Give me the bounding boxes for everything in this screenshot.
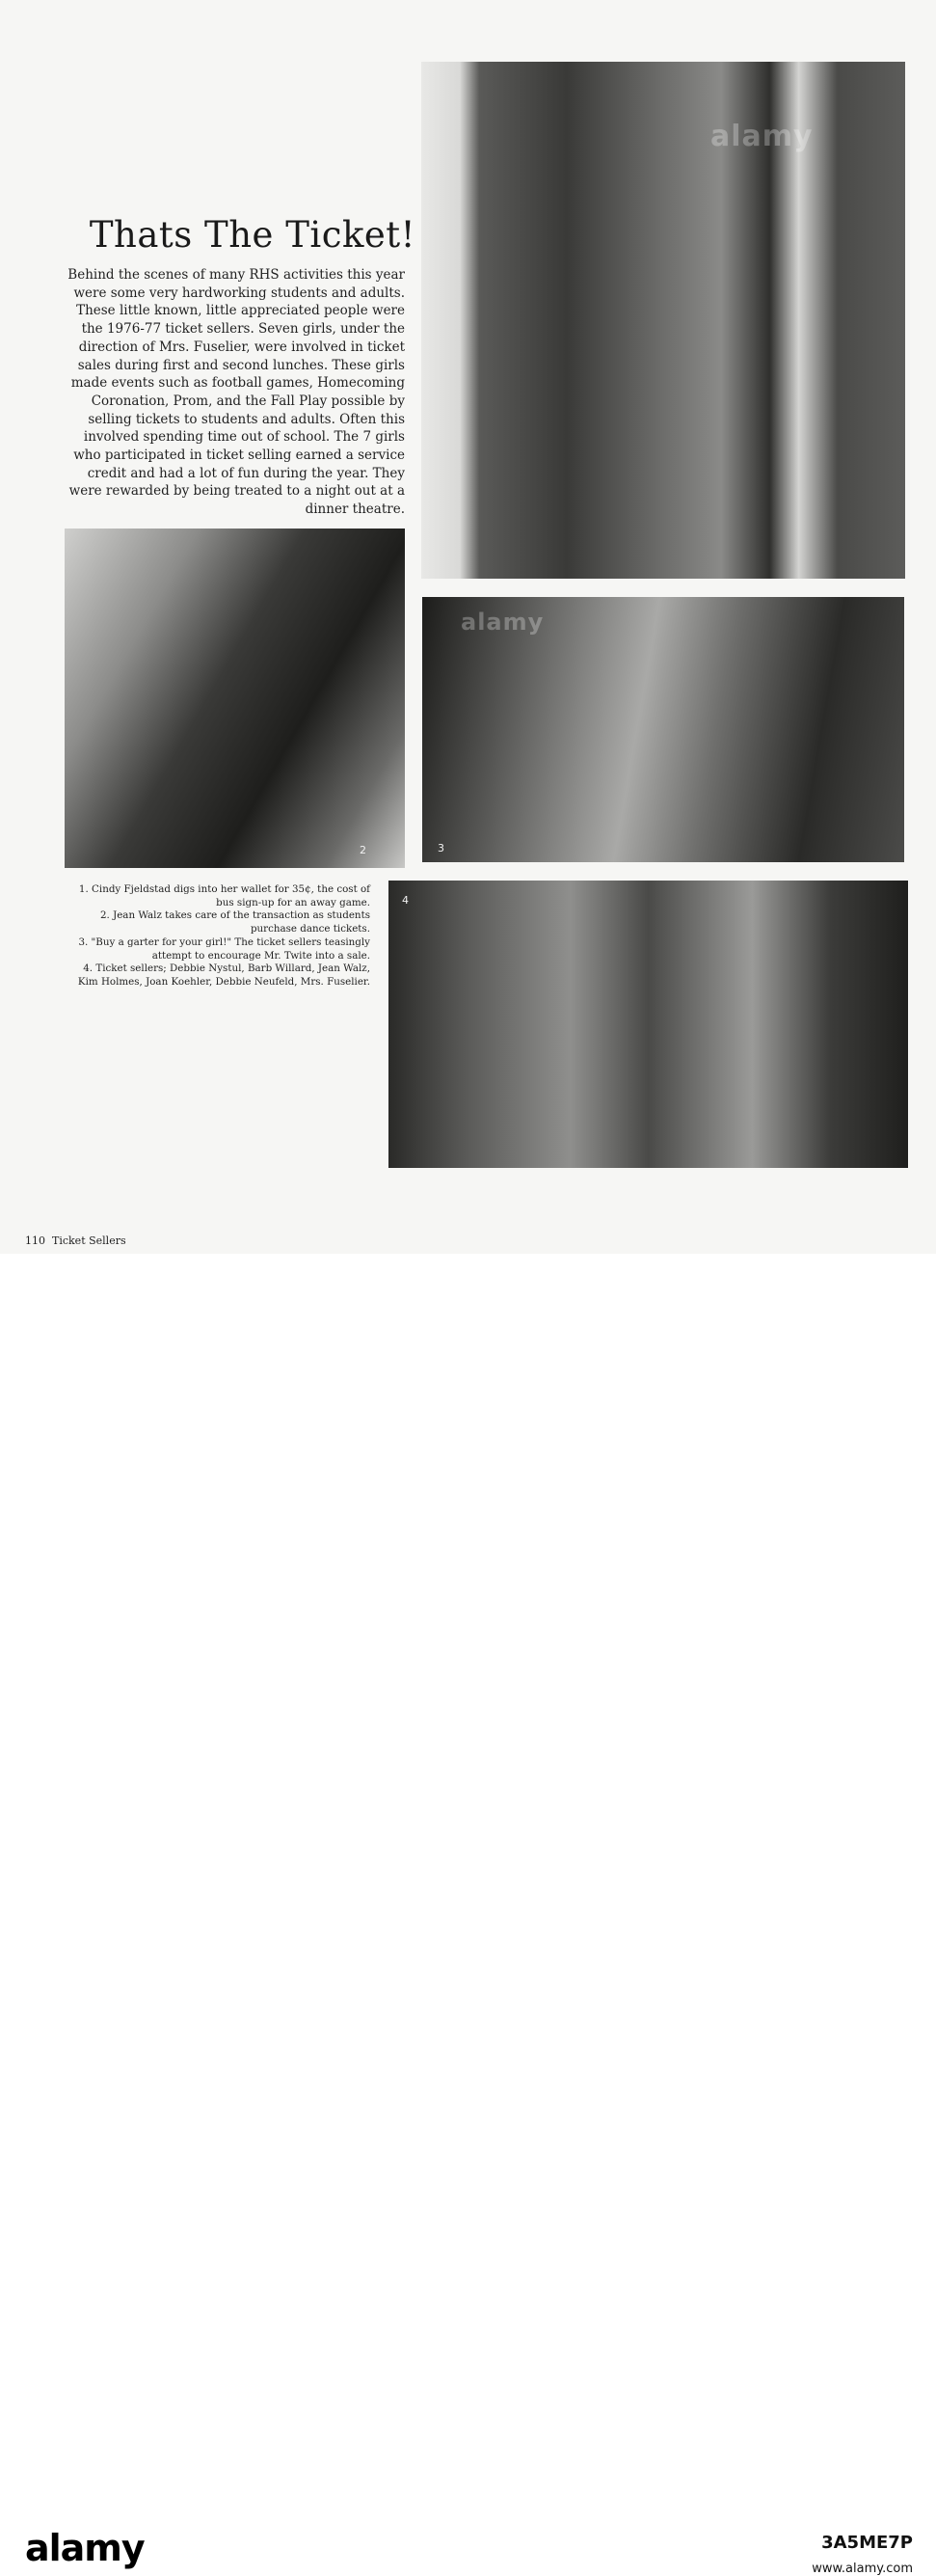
site-url: www.alamy.com	[812, 2562, 913, 2576]
section-name: Ticket Sellers	[52, 1234, 126, 1247]
caption: 2. Jean Walz takes care of the transaction as students purchase dance tickets.	[99, 909, 370, 935]
yearbook-page	[0, 0, 936, 1254]
page-title: Thats The Ticket!	[89, 214, 415, 256]
watermark-overlay: alamy	[461, 609, 545, 636]
image-id: 3A5ME7P	[821, 2533, 913, 2553]
article-body: Behind the scenes of many RHS activities this year were some very hardworking students and adults. These little known, little appreciated people were the 1976-77 ticket sellers. Seven girls, under the direction of Mrs. Fuselier, were involved in ticket sales during first and second lunches. These girls made events such as football games, Homecoming Coronation, Prom, and the Fall Play possible by selling tickets to students and adults. Often this involved spending time out of school. The 7 girls who participated in ticket selling earned a service credit and had a lot of fun during the year. They were rewarded by being treated to a night out at a dinner theatre.	[67, 267, 405, 518]
photo-number: 3	[438, 842, 444, 854]
photo-ticket-window	[421, 62, 905, 579]
photo-ticket-sellers-group	[388, 881, 908, 1168]
photo-transaction	[65, 529, 405, 868]
caption: 4. Ticket sellers; Debbie Nystul, Barb Willard, Jean Walz, Kim Holmes, Joan Koehler, Debbie Neufeld, Mrs. Fuselier.	[77, 963, 370, 988]
caption: 3. "Buy a garter for your girl!" The ticket sellers teasingly attempt to encourage Mr. Twite into a sale.	[78, 935, 370, 962]
stock-watermark-bar	[0, 1254, 936, 2576]
caption: 1. Cindy Fjeldstad digs into her wallet for 35¢, the cost of bus sign-up for an away game.	[78, 883, 370, 908]
watermark-overlay: alamy	[710, 120, 814, 153]
page-number: 110	[25, 1234, 45, 1247]
photo-number: 2	[360, 844, 366, 856]
photo-number: 4	[402, 894, 409, 907]
alamy-logo: alamy	[25, 2527, 145, 2569]
page-footer	[25, 1234, 126, 1247]
photo-captions	[67, 883, 370, 990]
photo-garter-sale	[422, 597, 904, 862]
